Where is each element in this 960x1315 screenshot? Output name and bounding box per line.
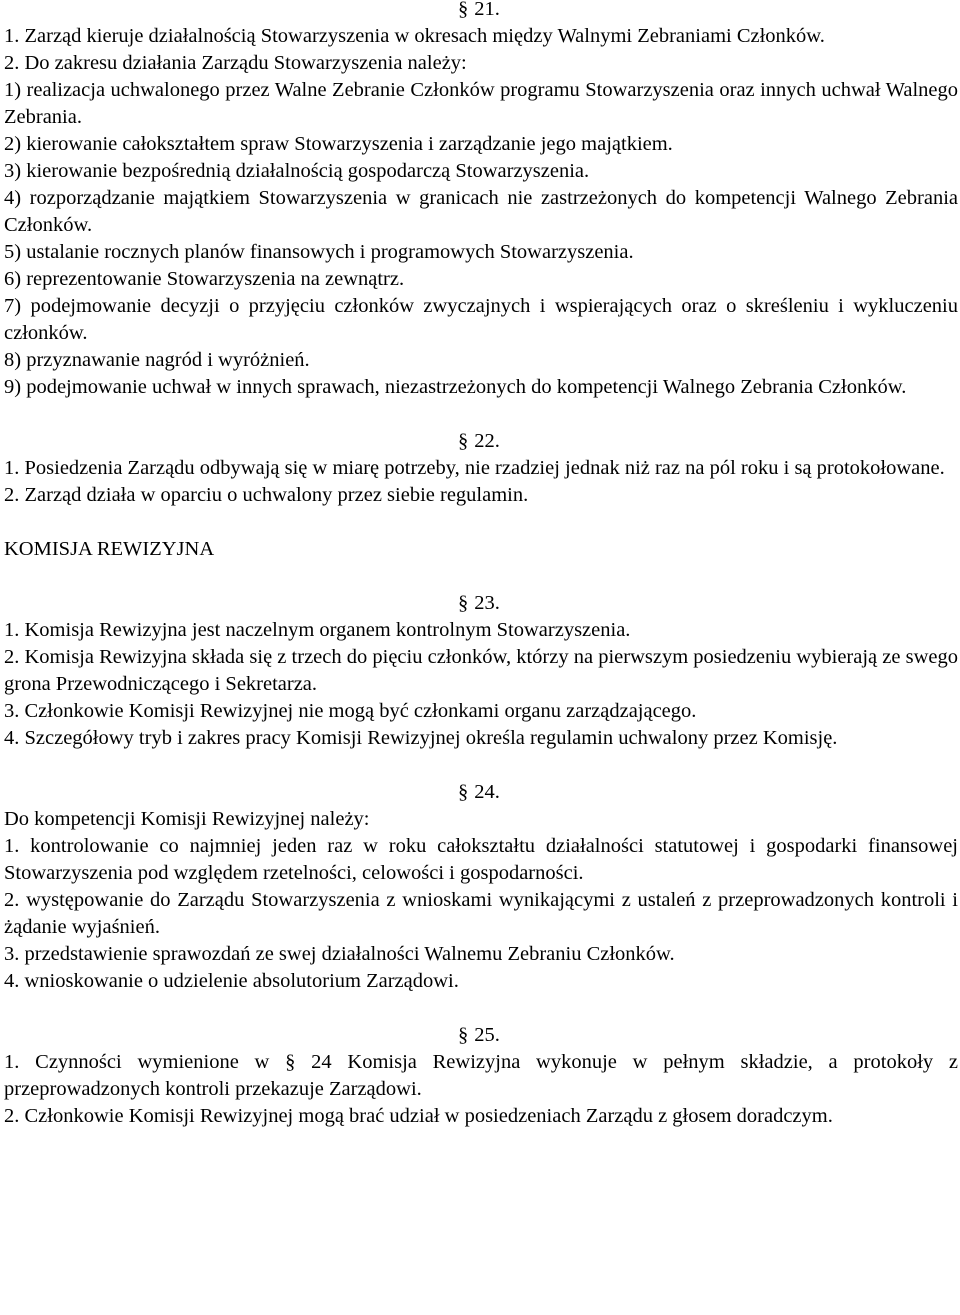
- section-number: 24.: [474, 781, 500, 803]
- spacer: [4, 752, 958, 779]
- section-sign: §: [458, 781, 469, 803]
- paragraph: 6) reprezentowanie Stowarzyszenia na zewnątrz.: [4, 268, 405, 290]
- section-heading: [4, 779, 958, 806]
- paragraph: 5) ustalanie rocznych planów finansowych i programowych Stowarzyszenia.: [4, 241, 634, 263]
- paragraph: 4) rozporządzanie majątkiem Stowarzyszenia w granicach nie zastrzeżonych do kompetencji Walnego Zebrania Członków.: [4, 187, 958, 236]
- paragraph: 1. Posiedzenia Zarządu odbywają się w miarę potrzeby, nie rzadziej jednak niż raz na pól roku i są protokołowane.: [4, 457, 945, 479]
- section-number: 22.: [474, 430, 500, 452]
- section-sign: §: [458, 1024, 469, 1046]
- paragraph: 1. Czynności wymienione w § 24 Komisja Rewizyjna wykonuje w pełnym składzie, a protokoły z przeprowadzonych kontroli przekazuje Zarządowi.: [4, 1051, 958, 1100]
- paragraph: 1. Zarząd kieruje działalnością Stowarzyszenia w okresach między Walnymi Zebraniami Członków.: [4, 25, 825, 47]
- paragraph: 7) podejmowanie decyzji o przyjęciu członków zwyczajnych i wspierających oraz o skreśleniu i wykluczeniu członków.: [4, 295, 958, 344]
- paragraph: 1. kontrolowanie co najmniej jeden raz w roku całokształtu działalności statutowej i gospodarki finansowej Stowarzyszenia pod względem rzetelności, celowości i gospodarności.: [4, 835, 958, 884]
- paragraph: 3. Członkowie Komisji Rewizyjnej nie mogą być członkami organu zarządzającego.: [4, 700, 697, 722]
- section-22: [4, 428, 958, 509]
- section-25: [4, 1022, 958, 1130]
- paragraph: Do kompetencji Komisji Rewizyjnej należy:: [4, 808, 370, 830]
- paragraph: 1. Komisja Rewizyjna jest naczelnym organem kontrolnym Stowarzyszenia.: [4, 619, 631, 641]
- paragraph: 2) kierowanie całokształtem spraw Stowarzyszenia i zarządzanie jego majątkiem.: [4, 133, 673, 155]
- paragraph: 2. występowanie do Zarządu Stowarzyszenia z wnioskami wynikającymi z ustaleń z przeprowadzonych kontroli i żądanie wyjaśnień.: [4, 889, 958, 938]
- chapter-title: KOMISJA REWIZYJNA: [4, 538, 215, 560]
- spacer: [4, 401, 958, 428]
- section-heading: [4, 1022, 958, 1049]
- section-24: [4, 779, 958, 995]
- section-sign: §: [458, 0, 469, 20]
- paragraph: 2. Członkowie Komisji Rewizyjnej mogą brać udział w posiedzeniach Zarządu z głosem doradczym.: [4, 1105, 833, 1127]
- paragraph: 2. Do zakresu działania Zarządu Stowarzyszenia należy:: [4, 52, 467, 74]
- section-number: 25.: [474, 1024, 500, 1046]
- paragraph: 2. Zarząd działa w oparciu o uchwalony przez siebie regulamin.: [4, 484, 529, 506]
- paragraph: 3. przedstawienie sprawozdań ze swej działalności Walnemu Zebraniu Członków.: [4, 943, 675, 965]
- spacer: [4, 509, 958, 536]
- paragraph: 4. wnioskowanie o udzielenie absolutorium Zarządowi.: [4, 970, 459, 992]
- section-number: 23.: [474, 592, 500, 614]
- paragraph: 4. Szczegółowy tryb i zakres pracy Komisji Rewizyjnej określa regulamin uchwalony przez Komisję.: [4, 727, 838, 749]
- section-sign: §: [458, 592, 469, 614]
- section-heading: [4, 428, 958, 455]
- paragraph: 1) realizacja uchwalonego przez Walne Zebranie Członków programu Stowarzyszenia oraz innych uchwał Walnego Zebrania.: [4, 79, 958, 128]
- document-page: [4, 0, 958, 1130]
- paragraph: 9) podejmowanie uchwał w innych sprawach, niezastrzeżonych do kompetencji Walnego Zebrania Członków.: [4, 376, 907, 398]
- section-heading: [4, 0, 958, 23]
- paragraph: 2. Komisja Rewizyjna składa się z trzech do pięciu członków, którzy na pierwszym posiedzeniu wybierają ze swego grona Przewodniczącego i Sekretarza.: [4, 646, 958, 695]
- section-heading: [4, 590, 958, 617]
- section-sign: §: [458, 430, 469, 452]
- spacer: [4, 995, 958, 1022]
- paragraph: 8) przyznawanie nagród i wyróżnień.: [4, 349, 310, 371]
- section-23: [4, 590, 958, 752]
- section-21: [4, 0, 958, 401]
- section-number: 21.: [474, 0, 500, 20]
- spacer: [4, 563, 958, 590]
- paragraph: 3) kierowanie bezpośrednią działalnością gospodarczą Stowarzyszenia.: [4, 160, 590, 182]
